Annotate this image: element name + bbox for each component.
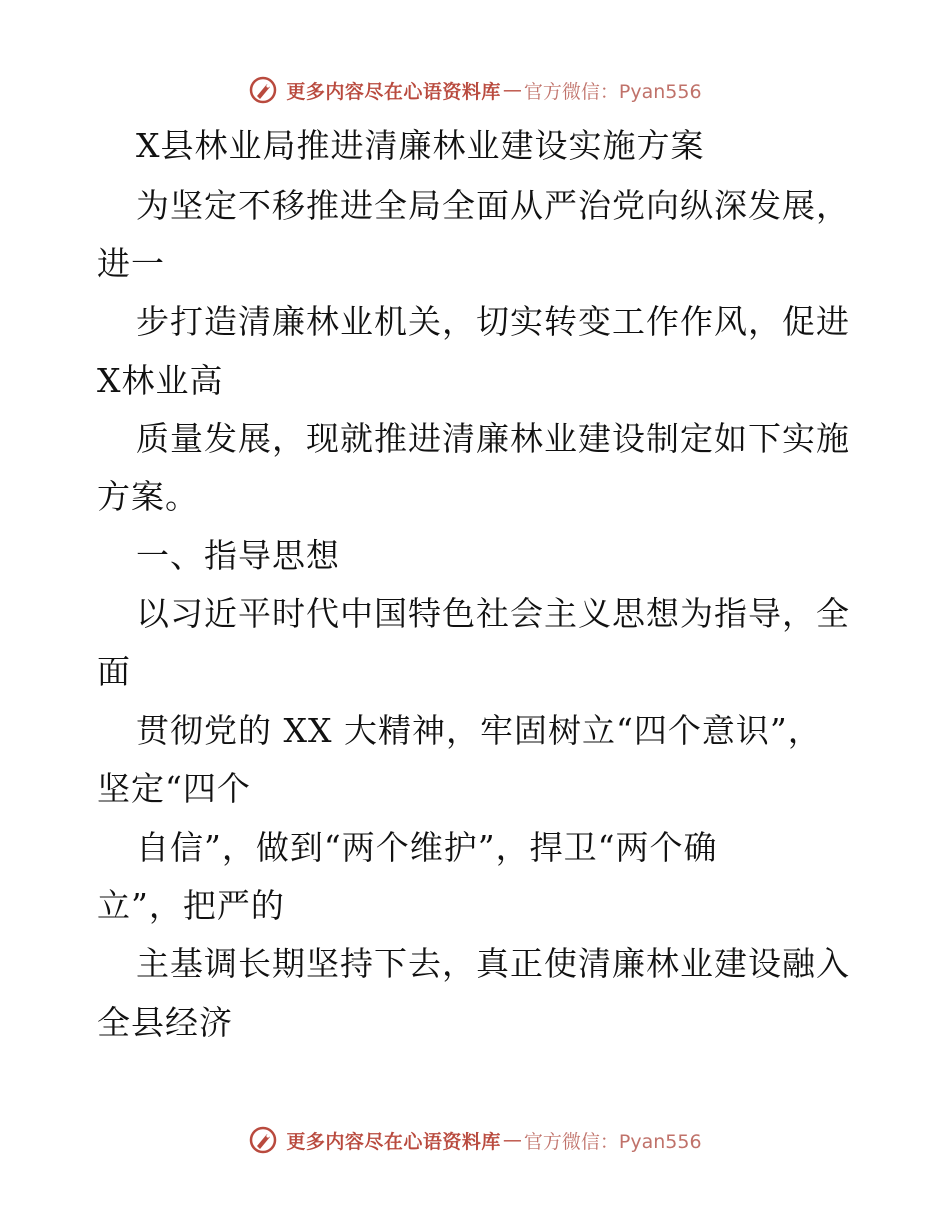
watermark-contact: 官方微信：Pyan556 <box>523 1130 702 1153</box>
paragraph-line: 方案。 <box>97 477 199 516</box>
paragraph-line: 立”，把严的 <box>97 886 285 925</box>
header-watermark <box>0 70 950 110</box>
paragraph-line: 面 <box>97 652 131 691</box>
watermark-text: 更多内容尽在心语资料库 <box>286 1130 501 1153</box>
paragraph-line: 进一 <box>97 244 165 283</box>
paragraph-line: 质量发展，现就推进清廉林业建设制定如下实施 <box>136 419 850 458</box>
paragraph-line: 自信”，做到“两个维护”，捍卫“两个确 <box>136 828 718 867</box>
section-heading: 一、指导思想 <box>136 536 340 575</box>
paragraph-line: 为坚定不移推进全局全面从严治党向纵深发展， <box>136 186 850 225</box>
paragraph-line: 主基调长期坚持下去，真正使清廉林业建设融入 <box>136 944 850 983</box>
paragraph-line: X林业高 <box>97 361 224 400</box>
document-title: X县林业局推进清廉林业建设实施方案 <box>136 126 705 165</box>
paragraph-line: 以习近平时代中国特色社会主义思想为指导，全 <box>136 594 850 633</box>
paragraph-line: 坚定“四个 <box>97 769 251 808</box>
paragraph-line: 全县经济 <box>97 1003 233 1042</box>
pen-logo-icon <box>248 75 278 105</box>
footer-watermark <box>0 1120 950 1160</box>
watermark-text: 更多内容尽在心语资料库 <box>286 80 501 103</box>
pen-logo-icon <box>248 1125 278 1155</box>
paragraph-line: 步打造清廉林业机关，切实转变工作作风，促进 <box>136 302 850 341</box>
paragraph-line: 贯彻党的 XX 大精神，牢固树立“四个意识”， <box>136 711 822 750</box>
watermark-separator: — <box>502 1129 522 1151</box>
watermark-separator: — <box>502 79 522 101</box>
watermark-contact: 官方微信：Pyan556 <box>523 80 702 103</box>
